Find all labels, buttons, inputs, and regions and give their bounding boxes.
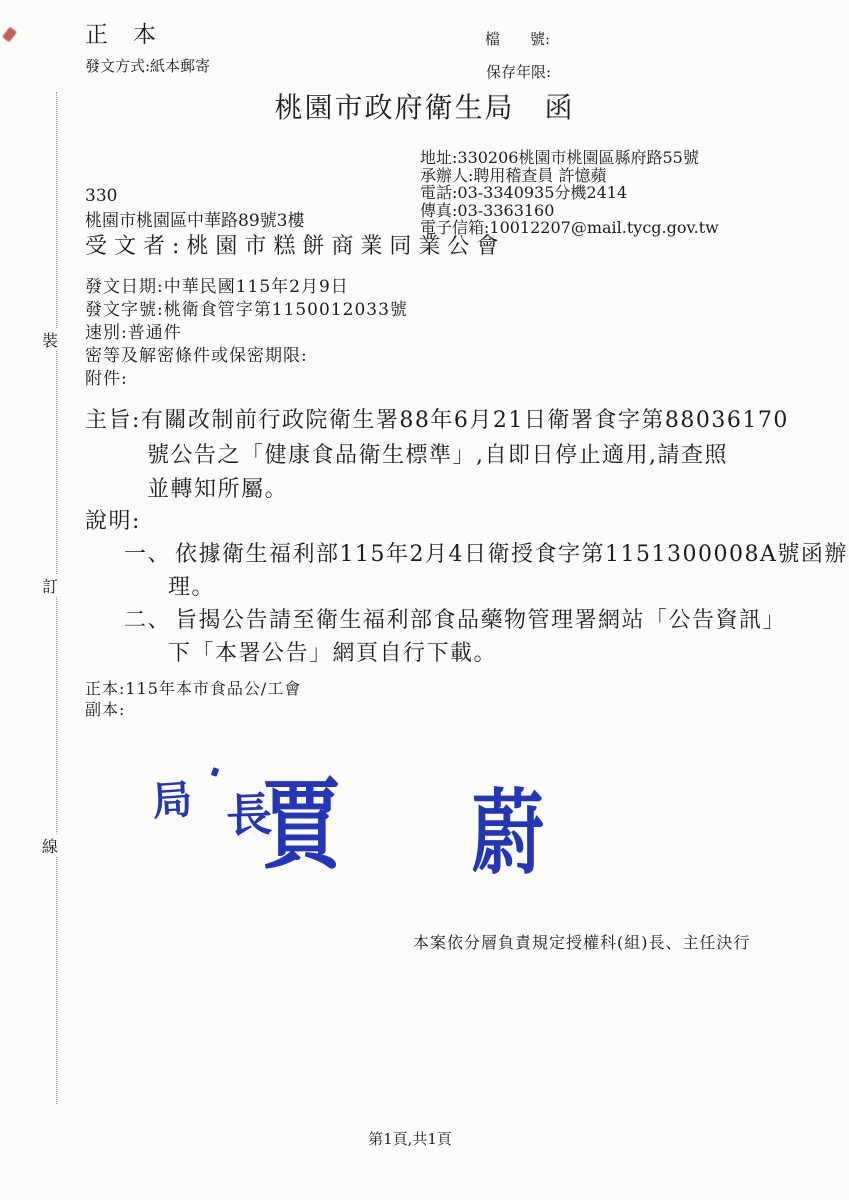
subject-line-1 [85, 403, 789, 434]
subject-text-1: 有關改制前行政院衛生署88年6月21日衛署食字第88036170 [140, 408, 789, 433]
binding-mark-ding: 訂 [37, 574, 63, 597]
carbon-copy-line: 副本: [85, 700, 126, 719]
stamp-name-char-2: 蔚 [472, 779, 544, 887]
explanation-item-1-line-1 [124, 537, 848, 568]
original-copy-line: 正本:115年本市食品公/工會 [85, 679, 302, 698]
item-2-number: 二、 [124, 608, 172, 633]
retention-label: 保存年限: [486, 63, 552, 81]
sender-email: 電子信箱:10012207@mail.tycg.gov.tw [420, 218, 719, 237]
stamp-title-char-1: 局 [150, 775, 194, 826]
item-2-text-1: 旨揭公告請至衛生福利部食品藥物管理署網站「公告資訊」 [175, 608, 787, 633]
subject-line-2: 號公告之「健康食品衛生標準」,自即日停止適用,請查照 [147, 443, 728, 468]
explanation-item-1-line-2: 理。 [168, 575, 216, 600]
scan-artifact [2, 27, 17, 43]
binding-dotted-line [56, 92, 57, 1104]
attachment-label: 附件: [85, 369, 128, 389]
sender-contact-block [420, 149, 719, 237]
binding-mark-zhuang: 裝 [37, 328, 63, 351]
explanation-label: 說明: [85, 509, 141, 534]
document-title: 桃園市政府衛生局 函 [274, 91, 575, 124]
speed-class: 速別:普通件 [85, 323, 182, 343]
file-number-label: 檔 號: [485, 30, 551, 48]
copy-type-label: 正 本 [85, 22, 157, 48]
delegation-note: 本案依分層負責規定授權科(組)長、主任決行 [413, 933, 751, 952]
binding-mark-xian: 線 [37, 834, 63, 857]
sender-address: 地址:330206桃園市桃園區縣府路55號 [420, 148, 699, 167]
subject-label: 主旨: [85, 408, 141, 433]
recipient-line: 受文者:桃園市糕餅商業同業公會 [85, 234, 506, 259]
item-1-number: 一、 [124, 542, 172, 567]
page-number: 第1頁,共1頁 [368, 1130, 452, 1148]
doc-meta-block [85, 276, 408, 391]
stamp-name-char-1: 賈 [262, 768, 341, 883]
explanation-item-2-line-2: 下「本署公告」網頁自行下載。 [168, 641, 498, 666]
delivery-method: 發文方式:紙本郵寄 [85, 57, 211, 75]
sender-fax: 傳真:03-3363160 [420, 200, 555, 220]
item-1-text-1: 依據衛生福利部115年2月4日衛授食字第1151300008A號函辦 [175, 542, 848, 567]
issue-date: 發文日期:中華民國115年2月9日 [85, 277, 349, 297]
sender-contact-person: 承辦人:聘用稽查員 許憶蘋 [420, 165, 607, 185]
subject-line-3: 並轉知所屬。 [147, 477, 289, 502]
security-class: 密等及解密條件或保密期限: [85, 346, 308, 366]
recipient-address: 桃園市桃園區中華路89號3樓 [85, 211, 305, 231]
sender-phone: 電話:03-3340935分機2414 [420, 183, 628, 202]
stamp-title-char-2: 長 [225, 787, 274, 843]
explanation-item-2-line-1 [124, 603, 786, 634]
stamp-ink-speck [211, 767, 219, 777]
doc-number: 發文字號:桃衛食管字第1150012033號 [85, 300, 408, 320]
recipient-postal-code: 330 [85, 186, 118, 206]
